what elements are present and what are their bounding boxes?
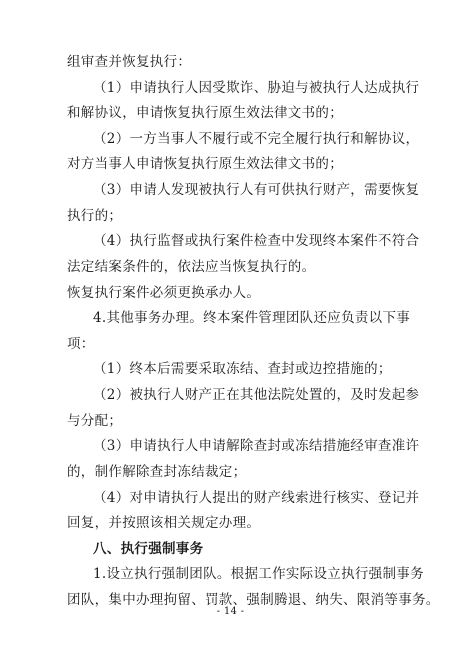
- text-line-6: （3）申请人发现被执行人有可供执行财产，需要恢复: [93, 182, 420, 199]
- text-line-18: （4）对申请执行人提出的财产线索进行核实、登记并: [93, 489, 420, 506]
- text-line-10: 恢复执行案件必须更换承办人。: [67, 284, 261, 301]
- text-line-2: （1）申请执行人因受欺诈、胁迫与被执行人达成执行: [93, 79, 420, 96]
- text-line-13: （1）终本后需要采取冻结、查封或边控措施的；: [93, 361, 392, 378]
- text-line-8: （4）执行监督或执行案件检查中发现终本案件不符合: [93, 233, 420, 250]
- text-line-3: 和解协议，申请恢复执行原生效法律文书的；: [67, 105, 343, 122]
- text-line-16: （3）申请执行人申请解除查封或冻结措施经审查准许: [93, 438, 420, 455]
- text-line-1: 组审查并恢复执行：: [67, 54, 192, 70]
- text-line-15: 与分配；: [67, 412, 123, 429]
- text-line-11: 4.其他事务办理。终本案件管理团队还应负责以下事: [93, 310, 411, 327]
- page-number: - 14 -: [216, 606, 245, 617]
- text-line-21: 1.设立执行强制团队。根据工作实际设立执行强制事务: [93, 566, 424, 583]
- text-line-22: 团队，集中办理拘留、罚款、强制腾退、纳失、限消等事务。: [67, 592, 440, 608]
- text-line-5: 对方当事人申请恢复执行原生效法律文书的；: [67, 156, 343, 173]
- text-line-9: 法定结案条件的，依法应当恢复执行的。: [67, 258, 316, 275]
- text-line-17: 的，制作解除查封冻结裁定；: [67, 463, 247, 480]
- text-line-4: （2）一方当事人不履行或不完全履行执行和解协议，: [93, 130, 420, 147]
- text-line-7: 执行的；: [67, 207, 123, 224]
- text-line-19: 回复，并按照该相关规定办理。: [67, 515, 261, 532]
- text-line-12: 项：: [67, 335, 95, 352]
- section-heading: 八、执行强制事务: [93, 540, 204, 557]
- text-line-14: （2）被执行人财产正在其他法院处置的，及时发起参: [93, 387, 420, 404]
